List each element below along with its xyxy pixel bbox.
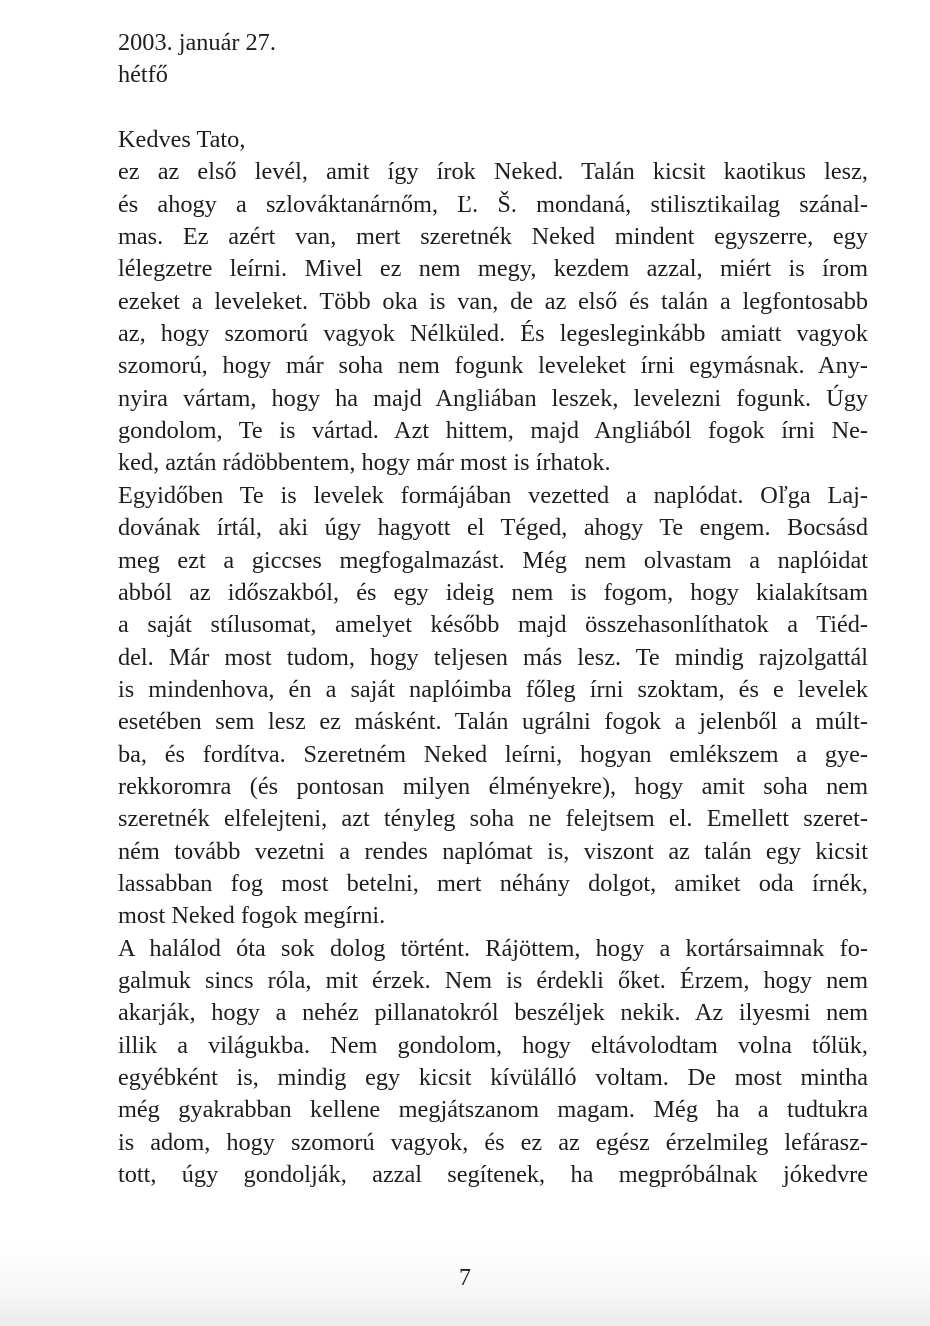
letter-weekday: hétfő xyxy=(118,61,168,89)
paragraph-2 xyxy=(118,480,868,933)
text-line: mas. Ez azért van, mert szeretnék Neked mindent egyszerre, egy xyxy=(118,223,868,251)
text-line: abból az időszakból, és egy ideig nem is fogom, hogy kialakítsam xyxy=(118,578,868,606)
text-line: is mindenhova, én a saját naplóimba főleg írni szoktam, és e levelek xyxy=(118,675,868,703)
text-line: még gyakrabban kellene megjátszanom magam. Még ha a tudtukra xyxy=(118,1096,868,1124)
text-line: A halálod óta sok dolog történt. Rájöttem, hogy a kortársaimnak fo- xyxy=(118,934,868,962)
paragraph-1 xyxy=(118,156,868,479)
text-line: szomorú, hogy már soha nem fogunk leveleket írni egymásnak. Any- xyxy=(118,352,868,380)
letter-date: 2003. január 27. xyxy=(118,29,276,56)
text-line: rekkoromra (és pontosan milyen élményekre), hogy amit soha nem xyxy=(118,772,868,800)
text-line: ez az első levél, amit így írok Neked. Talán kicsit kaotikus lesz, xyxy=(118,158,868,186)
text-line: galmuk sincs róla, mit érzek. Nem is érdekli őket. Érzem, hogy nem xyxy=(118,966,868,994)
text-line: dovának írtál, aki úgy hagyott el Téged, ahogy Te engem. Bocsásd xyxy=(118,514,868,542)
text-line: Egyidőben Te is levelek formájában vezetted a naplódat. Oľga Laj- xyxy=(118,481,868,509)
text-line: szeretnék elfelejteni, azt tényleg soha ne felejtsem el. Emellett szeret- xyxy=(118,805,868,833)
text-line: is adom, hogy szomorú vagyok, és ez az egész érzelmileg lefárasz- xyxy=(118,1128,868,1156)
text-line: ném tovább vezetni a rendes naplómat is, viszont az talán egy kicsit xyxy=(118,837,868,865)
text-line: gondolom, Te is vártad. Azt hittem, majd Angliából fogok írni Ne- xyxy=(118,417,868,445)
text-line: ezeket a leveleket. Több oka is van, de az első és talán a legfontosabb xyxy=(118,287,868,315)
paragraph-3 xyxy=(118,933,868,1192)
text-line: lassabban fog most betelni, mert néhány dolgot, amiket oda írnék, xyxy=(118,869,868,897)
text-line: esetében sem lesz ez másként. Talán ugrálni fogok a jelenből a múlt- xyxy=(118,708,868,736)
text-line: az, hogy szomorú vagyok Nélküled. És legesleginkább amiatt vagyok xyxy=(118,320,868,348)
blank-line xyxy=(118,92,868,124)
text-line: meg ezt a giccses megfogalmazást. Még nem olvastam a naplóidat xyxy=(118,546,868,574)
text-line: ked, aztán rádöbbentem, hogy már most is írhatok. xyxy=(118,449,611,477)
text-line: nyira vártam, hogy ha majd Angliában leszek, levelezni fogunk. Úgy xyxy=(118,384,868,412)
text-line: lélegzetre leírni. Mivel ez nem megy, kezdem azzal, miért is írom xyxy=(118,255,868,283)
text-line: illik a világukba. Nem gondolom, hogy eltávolodtam volna tőlük, xyxy=(118,1031,868,1059)
text-line: egyébként is, mindig egy kicsit kívülálló voltam. De most mintha xyxy=(118,1064,868,1091)
text-line: a saját stílusomat, amelyet később majd összehasonlíthatok a Tiéd- xyxy=(118,611,868,639)
salutation: Kedves Tato, xyxy=(118,126,246,154)
letter-page xyxy=(118,27,868,1191)
text-line: akarják, hogy a nehéz pillanatokról beszéljek nekik. Az ilyesmi nem xyxy=(118,999,868,1027)
text-line: most Neked fogok megírni. xyxy=(118,902,386,930)
text-line: ba, és fordítva. Szeretném Neked leírni, hogyan emlékszem a gye- xyxy=(118,740,868,768)
text-line: és ahogy a szlováktanárnőm, Ľ. Š. mondaná, stilisztikailag szánal- xyxy=(118,190,868,218)
text-line: del. Már most tudom, hogy teljesen más lesz. Te mindig rajzolgattál xyxy=(118,643,868,671)
page-number: 7 xyxy=(459,1265,471,1291)
text-line: tott, úgy gondolják, azzal segítenek, ha megpróbálnak jókedvre xyxy=(118,1161,868,1189)
